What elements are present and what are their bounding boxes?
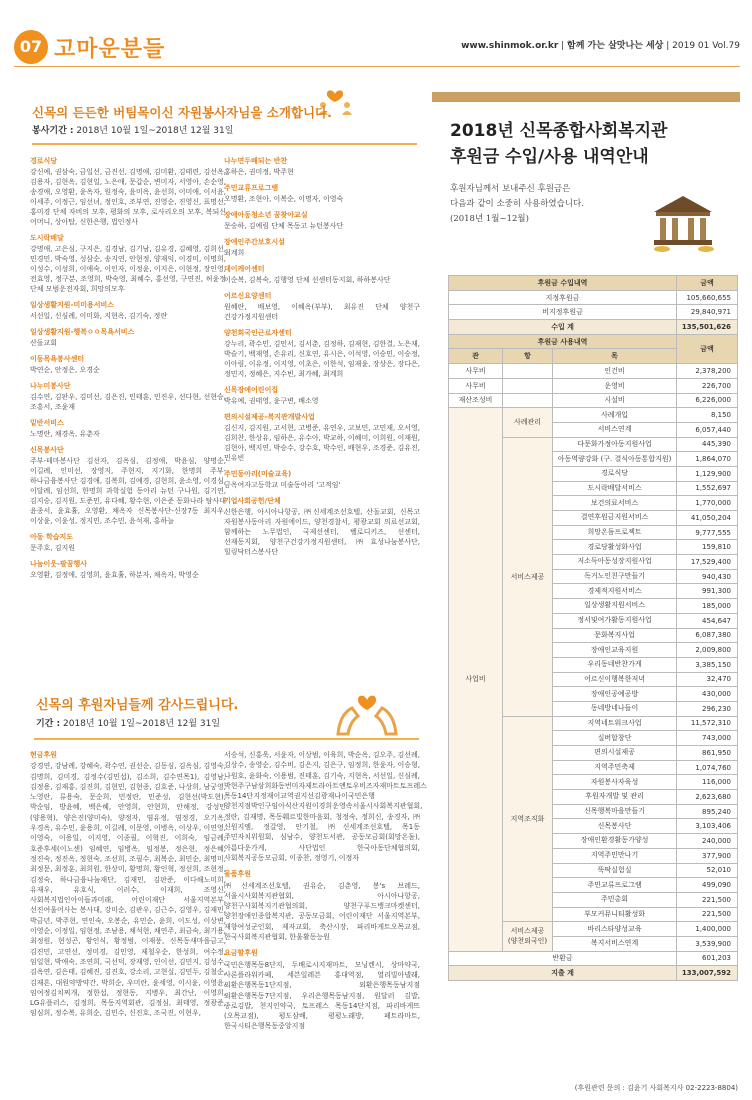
list-group bbox=[224, 948, 420, 1031]
list-group bbox=[30, 750, 226, 1019]
report-intro bbox=[450, 182, 584, 227]
sponsor-section-title: 신목의 후원자님들께 감사드립니다. bbox=[36, 698, 239, 713]
volunteer-period-label: 봉사기간 : bbox=[32, 126, 74, 136]
bank-building-icon bbox=[648, 192, 718, 254]
table-row bbox=[449, 320, 738, 335]
donor-list-column-1 bbox=[30, 750, 226, 1025]
sponsor-section-heading bbox=[22, 686, 414, 742]
list-group bbox=[224, 385, 420, 406]
table-cell: 독거노인친구만들기 bbox=[553, 569, 677, 584]
table-cell: 2,623,680 bbox=[677, 790, 738, 805]
table-cell: 인건비 bbox=[553, 364, 677, 379]
list-category: 일상생활지원-미미용서비스 bbox=[30, 301, 115, 309]
table-cell: 신목봉사단 bbox=[553, 819, 677, 834]
table-cell: 부모커뮤니티활성화 bbox=[553, 907, 677, 922]
report-intro-line-1: 후원자님께서 보내주신 후원금은 bbox=[450, 184, 571, 194]
table-cell: 8,150 bbox=[677, 408, 738, 423]
page-number-badge: 07 bbox=[14, 30, 48, 64]
table-row bbox=[449, 408, 738, 423]
sponsor-period-value: 2018년 10월 1일~2018년 12월 31일 bbox=[63, 719, 221, 729]
table-cell: 뚝딱실험실 bbox=[553, 863, 677, 878]
table-cell: 경로당활성화사업 bbox=[553, 540, 677, 555]
table-cell: 2,009,800 bbox=[677, 643, 738, 658]
table-cell: 동네방네나들이 bbox=[553, 701, 677, 716]
table-cell: 관 bbox=[449, 349, 503, 364]
list-group bbox=[30, 233, 226, 294]
table-cell: 금액 bbox=[677, 334, 738, 363]
donation-table bbox=[448, 275, 738, 981]
table-row bbox=[449, 378, 738, 393]
table-cell: 실버합창단 bbox=[553, 731, 677, 746]
volunteer-section-heading bbox=[22, 85, 414, 145]
table-cell: 목 bbox=[553, 349, 677, 364]
sponsor-title-underline bbox=[34, 738, 419, 740]
table-cell: 장애인공예공방 bbox=[553, 687, 677, 702]
table-cell: 430,000 bbox=[677, 687, 738, 702]
table-cell: 정서및여가활동지원사업 bbox=[553, 613, 677, 628]
list-group bbox=[30, 156, 226, 227]
list-category: 아동 학습지도 bbox=[30, 533, 74, 541]
list-category: 장애인주간보호시설 bbox=[224, 238, 285, 246]
table-cell: 후원금 수입내역 bbox=[449, 276, 677, 291]
table-row bbox=[449, 966, 738, 981]
volunteer-title-underline bbox=[32, 143, 417, 145]
table-cell: 사무비 bbox=[449, 378, 503, 393]
list-group bbox=[224, 291, 420, 322]
list-group bbox=[224, 469, 420, 490]
list-group bbox=[224, 412, 420, 463]
table-cell: 자원봉사자육성 bbox=[553, 775, 677, 790]
table-cell: 경제적지원서비스 bbox=[553, 584, 677, 599]
table-cell: 6,226,000 bbox=[677, 393, 738, 408]
sponsor-period bbox=[36, 716, 220, 729]
table-cell: 후원금 사용내역 bbox=[449, 334, 677, 349]
list-category: 요금할후원 bbox=[224, 949, 258, 958]
list-category: 도시락배달 bbox=[30, 234, 64, 242]
slogan: 함께 가는 살맛나는 세상 bbox=[567, 41, 664, 51]
table-cell: 991,300 bbox=[677, 584, 738, 599]
list-names: 주부-테마봉사단 김선자, 김옥심, 김정애, 박윤심, 양명순, 이길례, 인미선, 장영지, 주현지, 지기화, 한명희 주부-하나금융봉사단 김경애, 김복희, 김예경, 김현희, 윤소영, 이경심, 이달례, 임선희, 한명희 과학실험 동아리 뉴턴 구나원, 김기연, 김지승, 김지원, 도준민, 유다혜, 황수현, 이은준 동화나라 탐사대 윤종서, 윤효휼, 오영환, 채옥자 신목봉사단-신장7동 최지우, 이상윤, 이윤성, 정지민, 조수민, 윤석재, 홍하늘 bbox=[30, 457, 226, 525]
list-names: 최계희 bbox=[224, 249, 245, 257]
table-cell: 221,500 bbox=[677, 892, 738, 907]
table-cell: 우리동네반찬가게 bbox=[553, 657, 677, 672]
list-category: 주민교류프로그램 bbox=[224, 184, 279, 192]
volunteer-list-column-1 bbox=[30, 156, 226, 586]
table-cell: 지정후원금 bbox=[449, 290, 677, 305]
list-group bbox=[224, 156, 420, 177]
report-title bbox=[450, 118, 667, 170]
table-row bbox=[449, 334, 738, 349]
donor-list-column-2 bbox=[224, 750, 427, 1038]
table-cell: 499,090 bbox=[677, 878, 738, 893]
list-names: 이순복, 김복숙, 김행영 단체 선센터동지회, 하하봉사단 bbox=[224, 276, 391, 284]
list-group bbox=[30, 445, 226, 526]
header-divider bbox=[14, 66, 740, 67]
table-cell: 서비스제공 (양천외국인) bbox=[503, 922, 553, 951]
list-group bbox=[224, 869, 420, 942]
list-names: 박연순, 안정은, 오경순 bbox=[30, 366, 100, 374]
table-cell: 금액 bbox=[677, 276, 738, 291]
table-cell: 주민총회 bbox=[553, 892, 677, 907]
table-cell: 장애인환경활동가양성 bbox=[553, 834, 677, 849]
list-category: 장애아동청소년 꿈찾아교실 bbox=[224, 211, 308, 219]
list-group bbox=[30, 354, 226, 375]
page-title: 고마운분들 bbox=[54, 37, 166, 62]
table-cell: 41,050,204 bbox=[677, 511, 738, 526]
table-cell: 사례관리 bbox=[503, 408, 553, 437]
list-names: 강명애, 고은심, 구지은, 김경남, 김기남, 김유경, 김혜영, 김희선, 민경민, 박숙영, 성삼순, 송지연, 안현정, 양재익, 이경미, 이명희, 이성수, 이성희, 이애숙, 이인자, 이정윤, 이지은, 이현정, 장인영, 전효영, 정구분, 조영희, 박숙영, 최혜수, 홍선영, 구연진, 허윤정 단체 모범운전자회, 희망의모후 bbox=[30, 245, 226, 293]
table-cell: 서비스제공 bbox=[503, 437, 553, 716]
list-names: ㈜신세계조선호텔, 권유순, 김춘영, 봉's 브레드, 서울시사회복지관협회, 아시아나항공, 양천구사회복지기관협의회, 양천구푸드뱅크마켓센터, 양천장애인종합복지관, 공동모금회, 어린이재단 서울지역본부, 재향여성군인회, 제자교회, 축산시장, 파리바게트오목교점, 한국사회복지관협회, 한울활동능원 bbox=[224, 881, 420, 942]
table-cell: 희망온돔프로젝트 bbox=[553, 525, 677, 540]
table-cell: 사업비 bbox=[449, 408, 503, 951]
table-cell: 135,501,626 bbox=[677, 320, 738, 335]
list-names: 오명환, 조현아, 이복순, 이명자, 이영숙 bbox=[224, 195, 344, 203]
table-row bbox=[449, 276, 738, 291]
table-cell: 지역조직화 bbox=[503, 716, 553, 922]
list-category: 데이케어센터 bbox=[224, 265, 265, 273]
report-intro-line-2: 다음과 같이 소중히 사용하였습니다. bbox=[450, 199, 584, 209]
table-cell: 11,572,310 bbox=[677, 716, 738, 731]
list-names: 오영환, 김정애, 김영희, 윤효휼, 하분자, 채옥자, 박영순 bbox=[30, 571, 199, 579]
list-names: 산돌교회 bbox=[30, 339, 58, 347]
table-row bbox=[449, 364, 738, 379]
list-group bbox=[224, 237, 420, 258]
table-cell: 운영비 bbox=[553, 378, 677, 393]
volunteer-section-title: 신목의 든든한 버팀목이신 자원봉사자님을 소개합니다. bbox=[32, 105, 332, 120]
list-names: 금옥여자고등학교 미술동아리 '고적임' bbox=[224, 481, 341, 489]
volunteer-period bbox=[32, 123, 233, 136]
list-category: 양천희국인근로자센터 bbox=[224, 329, 292, 337]
table-cell: 사무비 bbox=[449, 364, 503, 379]
table-cell: 240,000 bbox=[677, 834, 738, 849]
table-cell: 3,539,900 bbox=[677, 936, 738, 951]
table-cell: 52,010 bbox=[677, 863, 738, 878]
list-category: 나눔이웃-팔꿈행사 bbox=[30, 560, 88, 568]
report-title-line-1: 2018년 신목종합사회복지관 bbox=[450, 121, 668, 141]
list-names: 노명란, 채경옥, 유춘자 bbox=[30, 430, 100, 438]
table-cell: 서비스연계 bbox=[553, 422, 677, 437]
table-cell: 105,660,655 bbox=[677, 290, 738, 305]
table-cell: 9,777,555 bbox=[677, 525, 738, 540]
list-names: 강누리, 곽수민, 김민서, 김서춘, 김정하, 김재현, 김한결, 노은재, 박슬기, 백재영, 손유리, 신호연, 유시은, 이석영, 이승민, 이승정, 이아림, 이유정, 이지영, 이초은, 이한석, 임재윤, 장상은, 장다은, 정민지, 정혜은, 지수빈, 최가혜, 최계희 bbox=[224, 340, 420, 378]
table-cell bbox=[503, 378, 553, 393]
table-cell: 장애인교육지원 bbox=[553, 643, 677, 658]
table-cell: 보건의료서비스 bbox=[553, 496, 677, 511]
table-cell: 시설비 bbox=[553, 393, 677, 408]
panel-top-bar bbox=[432, 92, 740, 102]
table-cell: 29,840,971 bbox=[677, 305, 738, 320]
list-group bbox=[30, 532, 226, 553]
table-cell: 항 bbox=[503, 349, 553, 364]
table-cell: 문화복지사업 bbox=[553, 628, 677, 643]
list-group bbox=[30, 418, 226, 439]
table-cell: 2,378,200 bbox=[677, 364, 738, 379]
list-category: 일상생활지원-행복ㅇㅇ목욕서비스 bbox=[30, 328, 135, 336]
list-names: 강신예, 권삼숙, 금일선, 금진선, 김명애, 김미환, 김태련, 김선옥, 김용자, 김현옥, 김현일, 노은애, 문갑순, 변미자, 서영아, 손순영, 송경애, 오영환, 윤옥자, 원정숙, 윤미옥, 윤선희, 이미애, 이서윤, 이세주, 이정근, 임선녀, 정인호, 조부연, 진영순, 진영신, 표명선, 홍미경 단체 자비의 모후, 평화의 모후, 로사리오의 모후, 복되신 어머니, 상아탑, 신한은행, 법인정사 bbox=[30, 168, 226, 226]
list-names: 서승석, 신홍욱, 서윤자, 이상범, 이육희, 박순옥, 김오주, 김선례, 김상수, 송영순, 김수비, 김은지, 김은구, 임정희, 한윤자, 이승형, 나원호, 윤화숙, 이용범, 진태훈, 김기숙, 지현옥, 서선일, 신심례, 박현주구남삼희화동번미자제트라아트앤토우비즈자재마트토프레스 목동14단지정재이교역권지선김광재나이국민은행 양천지점박인구임아식산지원이경희운영속서울시사회복지관협회, 정란, 김재명, 목동훼르빛한마음회, 청정숙, 정희신, 송경자, ㈜신원지엠, 정갈영, 안기철, ㈜신세계조선호텔, 목1동 주민자치위원회, 심남수, 양천도서관, 공동모금회(회망온돔), 아름다운가게, 사단법인 한국아동단체협의회, 사회복지공동모금회, 이종찬, 정영기, 이정자 bbox=[224, 751, 427, 862]
table-row bbox=[449, 290, 738, 305]
table-cell: 지역주민만나기 bbox=[553, 848, 677, 863]
list-group bbox=[30, 559, 226, 580]
table-cell: 226,700 bbox=[677, 378, 738, 393]
table-cell: 743,000 bbox=[677, 731, 738, 746]
table-cell: 일상생활지원서비스 bbox=[553, 599, 677, 614]
list-category: 물품후원 bbox=[224, 870, 252, 879]
list-group bbox=[30, 327, 226, 348]
table-cell: 반환금 bbox=[449, 951, 677, 966]
list-group bbox=[224, 183, 420, 204]
list-names: 문승하, 김예림 단체 목동고 뉴턴봉사단 bbox=[224, 222, 344, 230]
table-cell: 3,385,150 bbox=[677, 657, 738, 672]
list-category: 신목봉사단 bbox=[30, 446, 64, 454]
list-group bbox=[30, 381, 226, 412]
table-cell: 454,647 bbox=[677, 613, 738, 628]
volunteer-list-column-2 bbox=[224, 156, 420, 563]
table-row bbox=[449, 393, 738, 408]
table-cell: 재산조성비 bbox=[449, 393, 503, 408]
list-category: 밑반서비스 bbox=[30, 419, 64, 427]
table-cell: 32,470 bbox=[677, 672, 738, 687]
list-names: 홍하은, 권미정, 박주현 bbox=[224, 168, 294, 176]
list-category: 신목장애어린이집 bbox=[224, 386, 279, 394]
table-cell: 116,000 bbox=[677, 775, 738, 790]
issue-info: 2019 01 Vol.79 bbox=[672, 41, 740, 51]
list-names: 문주호, 김지원 bbox=[30, 544, 76, 552]
table-cell bbox=[503, 364, 553, 379]
table-cell: 895,240 bbox=[677, 804, 738, 819]
table-cell: 지역네트워크사업 bbox=[553, 716, 677, 731]
list-group bbox=[224, 264, 420, 285]
list-group bbox=[30, 300, 226, 321]
table-cell: 1,129,900 bbox=[677, 466, 738, 481]
table-cell: 주민교류프로그램 bbox=[553, 878, 677, 893]
contact-info: (후원관련 문의 : 김윤기 사회복지사 02-2223-8804) bbox=[574, 1084, 738, 1092]
table-cell: 저소득아동성장지원사업 bbox=[553, 555, 677, 570]
table-cell: 3,103,406 bbox=[677, 819, 738, 834]
list-names: 서선일, 신심례, 이미화, 지현옥, 김기숙, 정란 bbox=[30, 312, 168, 320]
table-cell: 1,074,760 bbox=[677, 760, 738, 775]
list-names: 원혜란, 배보영, 이혜옥(부부), 최유진 단체 양천구 건강가정지원센터 bbox=[224, 303, 420, 321]
list-names: 국민은행목동8단지, 두배로시지재마트, 모닝렌시, 상마약국, 사론플라워카페, 세븐일레븐 홍대역점, 열리빌아넬래, 외환은행목동1단지점, 외환은행목동남지점 외환은행목동7단지점, 우리은행목동남지점, 원달러 김밥, 종로김밥, 천지인약국, 토프레스 목동14단지점, 파리바게뜨(오목교점), 평도삼배, 평평노래방, 페트라마트, 한국시티은행목동중앙지점 bbox=[224, 960, 420, 1031]
report-title-line-2: 후원금 수입/사용 내역안내 bbox=[450, 147, 649, 167]
table-cell: 445,390 bbox=[677, 437, 738, 452]
table-row bbox=[449, 305, 738, 320]
table-cell: 지출 계 bbox=[449, 966, 677, 981]
list-category: 나누면두배되는 반찬 bbox=[224, 157, 288, 165]
list-category: 편의시설제공-복지관개발사업 bbox=[224, 413, 315, 421]
table-cell: 편의시설제공 bbox=[553, 746, 677, 761]
table-cell: 1,400,000 bbox=[677, 922, 738, 937]
list-group bbox=[224, 496, 420, 557]
table-cell: 비지정후원금 bbox=[449, 305, 677, 320]
table-cell: 133,007,592 bbox=[677, 966, 738, 981]
list-names: 김수연, 김판우, 김미선, 김은진, 민태훈, 민진우, 선다현, 선현승, 조흥서, 조윤재 bbox=[30, 393, 226, 411]
table-cell: 아동역량강화 (구. 결식아동통합지원) bbox=[553, 452, 677, 467]
table-cell: 도시락배달서비스 bbox=[553, 481, 677, 496]
table-cell bbox=[503, 393, 553, 408]
table-cell: 수입 계 bbox=[449, 320, 677, 335]
list-names: 강경연, 강남례, 강혜숙, 곽수연, 권선순, 김동심, 김옥심, 김영숙, 김명희, 김미경, 김정수(김민섭), 김소희, 김수연목1), 김영남, 김정용, 김재홍, 김진희, 김현민, 김현종, 김호준, 나상희, 남궁영, 노영란, 류용숙, 문순희, 민정란, 민준성, 김현선(박도현), 박순임, 방윤혜, 백은혜, 안영희, 안현희, 안해정, 강성민(양용혁), 양은진(양미숙), 양정자, 염유정, 염정경, 오기옥, 우경옥, 유수민, 윤용희, 이길례, 이문영, 이병옥, 이상우, 이연영, 이영숙, 이용일, 이지영, 이종필, 이혁진, 이희숙, 임금례, 호준후세(이노센) 임혜연, 임병옥, 임정봉, 정은현, 정은혜, 정진숙, 정진옥, 정현숙, 조선희, 조필수, 최복순, 최민순, 최명미, 최정문, 최정훈, 최희원, 한상미, 황명희, 황인혁, 정선희, 조현정, 김정숙, 하나금융나눔재단, 김재민, 김판준, 이다해노미희, 유재우, 유호식, 이러수, 이재희, 조영신, 사회복지법인아이들과미래, 어린이재단 서울지역본부, 선진여울어사는 봉사대, 강미순, 김관우, 김근수, 김영우, 김재민, 박금년, 박주현, 연인숙, 오봉순, 유민순, 윤희, 이도성, 이상변, 이영순, 이정일, 임현정, 조남용, 채석현, 채연주, 최금숙, 최기용, 최정원, 현성곤, 황인식, 황정범, 이재풍, 신목동새마을금고, 김진민, 고연선, 정미경, 김민영, 제철우순, 한성희, 여수정, 임일현, 박애숙, 조연희, 국선덕, 장재영, 인이선, 김민지, 김성수, 김옥연, 김은태, 김혜진, 김진호, 강소리, 고현실, 김민두, 김철순, 김재흔, 대원약방약간, 박희순, 우미란, 윤세영, 이시윤, 이영윤, 임여정김치찌개, 정한섭, 정현동, 지병우, 최간난, 이영희, LG유플러스, 김정희, 목동지역회관, 김정심, 최태영, 정광준, 임심희, 정수복, 유희순, 김민수, 신진호, 조국진, 이현우, bbox=[30, 762, 226, 1018]
page-header bbox=[14, 30, 740, 64]
table-row bbox=[449, 951, 738, 966]
table-cell: 바리스타양성교육 bbox=[553, 922, 677, 937]
masthead: www.shinmok.or.kr | 함께 가는 살맛나는 세상 | 2019 01 Vol.79 bbox=[461, 41, 740, 51]
list-category: 경로식당 bbox=[30, 157, 58, 165]
list-category: 기업사회공헌/단체 bbox=[224, 497, 281, 505]
table-cell: 17,529,400 bbox=[677, 555, 738, 570]
table-cell: 861,950 bbox=[677, 746, 738, 761]
list-category: 어르신요양센터 bbox=[224, 292, 272, 300]
table-cell: 6,057,440 bbox=[677, 422, 738, 437]
sponsor-period-label: 기간 : bbox=[36, 719, 61, 729]
table-cell: 185,000 bbox=[677, 599, 738, 614]
table-cell: 복지서비스연계 bbox=[553, 936, 677, 951]
list-names: 김신지, 김지원, 고서현, 고병준, 유연우, 고보민, 고민재, 오서영, 김희찬, 한상유, 임하은, 유수아, 박교하, 이혜미, 이희원, 이재원, 김현아, 백지연, 박승수, 강수호, 박수인, 배현우, 조경준, 김유진, 민유빈 bbox=[224, 424, 420, 462]
table-cell: 940,430 bbox=[677, 569, 738, 584]
list-category: 나누미봉사단 bbox=[30, 382, 71, 390]
site-url[interactable]: www.shinmok.or.kr bbox=[461, 41, 559, 51]
list-group bbox=[224, 328, 420, 379]
table-cell: 결연후원금지원서비스 bbox=[553, 511, 677, 526]
table-cell: 377,900 bbox=[677, 848, 738, 863]
table-cell: 후원자개발 및 관리 bbox=[553, 790, 677, 805]
list-category: 현금후원 bbox=[30, 751, 58, 759]
table-cell: 다문화가정아동지원사업 bbox=[553, 437, 677, 452]
table-cell: 601,203 bbox=[677, 951, 738, 966]
list-group bbox=[224, 750, 427, 863]
table-cell: 296,230 bbox=[677, 701, 738, 716]
table-cell: 1,770,000 bbox=[677, 496, 738, 511]
table-cell: 159,810 bbox=[677, 540, 738, 555]
table-cell: 6,087,380 bbox=[677, 628, 738, 643]
table-cell: 1,864,070 bbox=[677, 452, 738, 467]
table-cell: 1,552,697 bbox=[677, 481, 738, 496]
list-category: 이동목욕봉사센터 bbox=[30, 355, 85, 363]
list-names: 박유예, 권태영, 윤구변, 배소영 bbox=[224, 397, 319, 405]
report-intro-line-3: (2018년 1월~12월) bbox=[450, 214, 529, 224]
table-cell: 지역주민축제 bbox=[553, 760, 677, 775]
volunteer-period-value: 2018년 10월 1일~2018년 12월 31일 bbox=[76, 126, 234, 136]
list-names: 신한은행, 아시아나항공, ㈜신세계조선호텔, 산돌교회, 신목고 자원봉사동아리 자원에이드, 양천경찰서, 평광교회 의료선교회, 함께하는 노무법인, 국제선센터, 벨로디키즈, 선센터, 선재동지회, 양천구건강가정지원센터, ㈜효성나눔봉사단, 힐링닥터스봉사단 bbox=[224, 508, 420, 556]
table-cell: 사례개입 bbox=[553, 408, 677, 423]
list-group bbox=[224, 210, 420, 231]
table-cell: 경로식당 bbox=[553, 466, 677, 481]
table-cell: 신목행복마을만들기 bbox=[553, 804, 677, 819]
table-cell: 221,500 bbox=[677, 907, 738, 922]
hands-heart-icon bbox=[332, 686, 402, 738]
table-cell: 어르신이행복한저녁 bbox=[553, 672, 677, 687]
list-category: 주민동아리(미술교육) bbox=[224, 470, 292, 478]
